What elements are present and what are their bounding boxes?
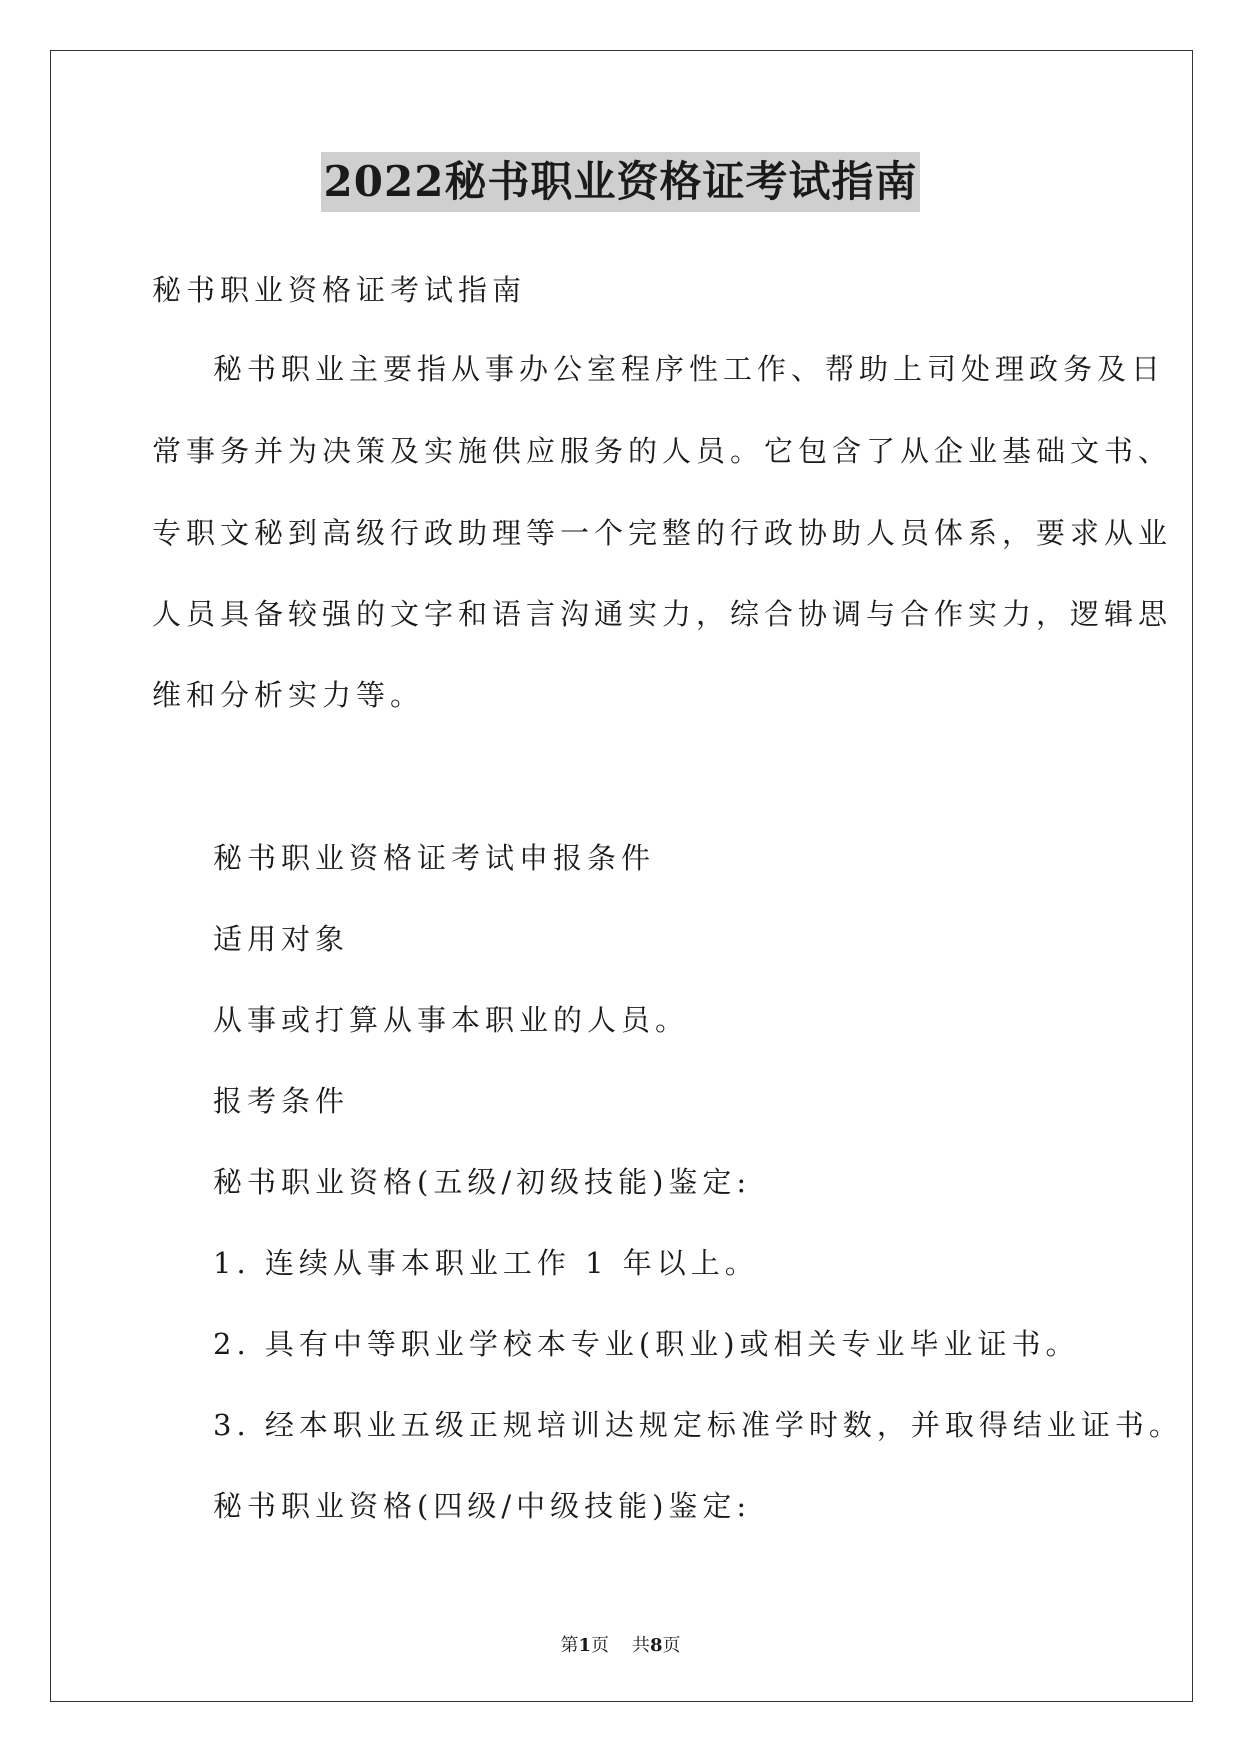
page-suffix: 页 bbox=[591, 1635, 610, 1656]
intro-line-3: 专职文秘到高级行政助理等一个完整的行政协助人员体系，要求从业 bbox=[152, 516, 1173, 550]
document-subtitle: 秘书职业资格证考试指南 bbox=[152, 273, 527, 307]
level5-heading: 秘书职业资格(五级/初级技能)鉴定: bbox=[213, 1165, 752, 1199]
applicable-label: 适用对象 bbox=[213, 922, 350, 956]
page-footer bbox=[0, 1634, 1241, 1658]
level5-item-3: 3. 经本职业五级正规培训达规定标准学时数，并取得结业证书。 bbox=[213, 1408, 1183, 1442]
conditions-label: 报考条件 bbox=[213, 1084, 350, 1118]
level5-item-1: 1. 连续从事本职业工作 1 年以上。 bbox=[213, 1246, 759, 1280]
page-current: 1 bbox=[578, 1635, 592, 1656]
intro-line-1: 秘书职业主要指从事办公室程序性工作、帮助上司处理政务及日 bbox=[213, 352, 1166, 386]
total-suffix: 页 bbox=[662, 1635, 681, 1656]
section-heading: 秘书职业资格证考试申报条件 bbox=[213, 841, 656, 875]
intro-line-2: 常事务并为决策及实施供应服务的人员。它包含了从企业基础文书、 bbox=[152, 434, 1173, 468]
intro-line-4: 人员具备较强的文字和语言沟通实力，综合协调与合作实力，逻辑思 bbox=[152, 597, 1173, 631]
page-prefix: 第 bbox=[560, 1635, 579, 1656]
applicable-text: 从事或打算从事本职业的人员。 bbox=[213, 1003, 690, 1037]
document-title: 2022秘书职业资格证考试指南 bbox=[321, 152, 921, 212]
level4-heading: 秘书职业资格(四级/中级技能)鉴定: bbox=[213, 1489, 752, 1523]
title-container bbox=[0, 152, 1241, 212]
total-prefix: 共 bbox=[631, 1635, 650, 1656]
intro-line-5: 维和分析实力等。 bbox=[152, 678, 425, 712]
page-total: 8 bbox=[649, 1635, 663, 1656]
level5-item-2: 2. 具有中等职业学校本专业(职业)或相关专业毕业证书。 bbox=[213, 1327, 1080, 1361]
